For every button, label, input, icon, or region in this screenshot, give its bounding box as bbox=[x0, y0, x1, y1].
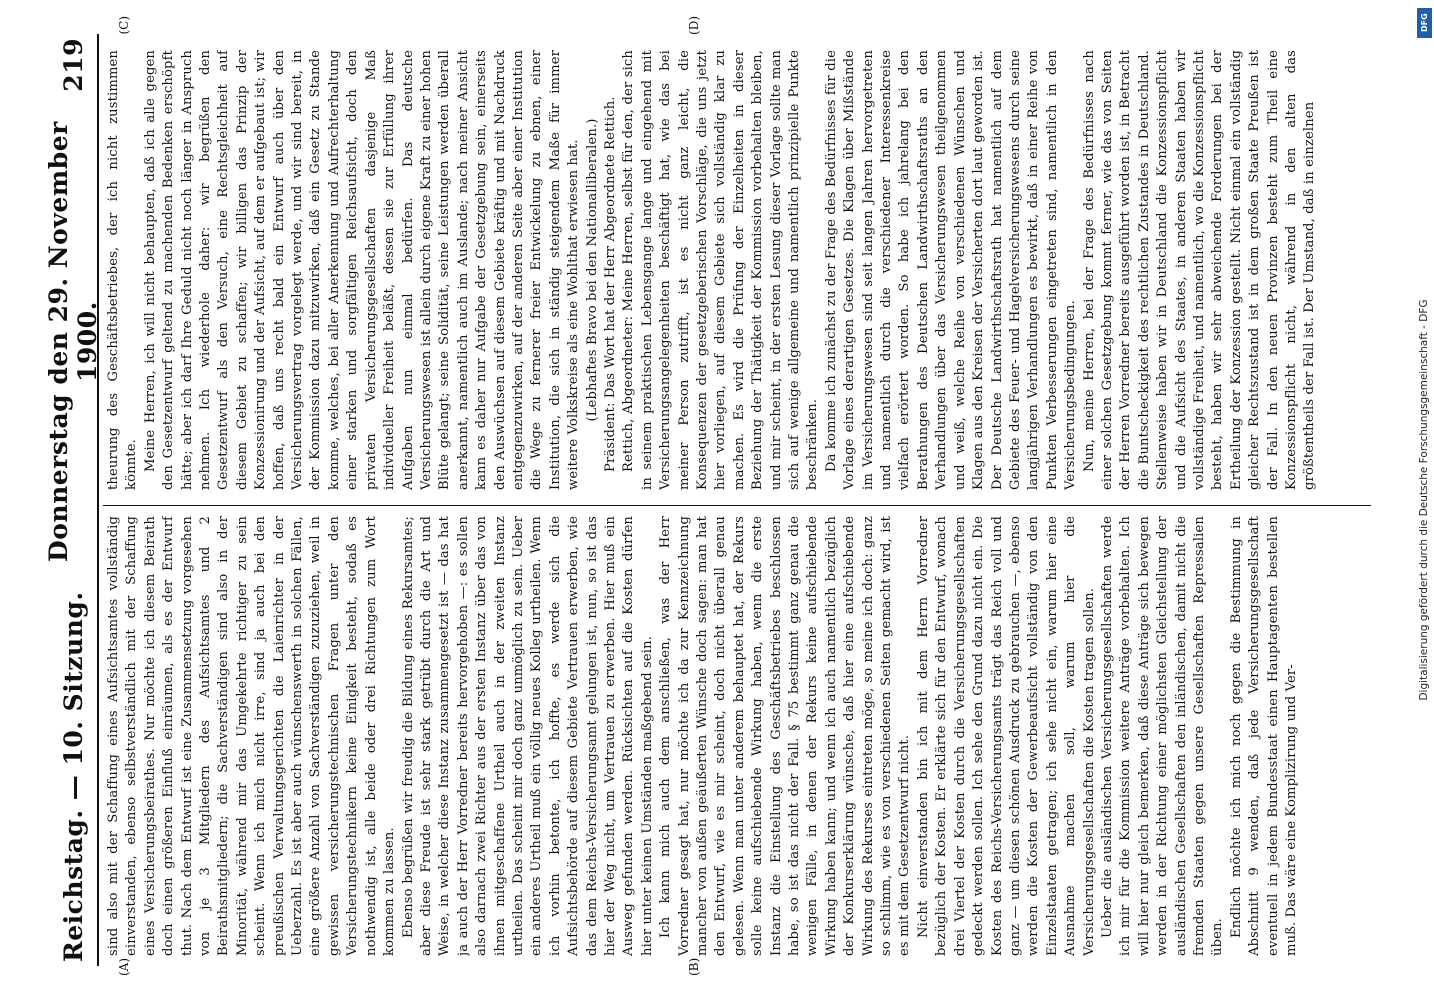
right-paragraph: theurung des Geschäftsbetriebes, der ich nicht zustimmen könnte. bbox=[106, 50, 140, 490]
header-left: Reichstag. — 10. Sitzung. bbox=[58, 591, 88, 962]
left-paragraph: Ueber die ausländischen Versicherungsgesellschaften werde ich mir für die Kommission weitere Anträge vorbehalten. Ich will hier nur gleich bemerken, daß diese Anträge sich bewegen werden in der Richtung einer möglichsten Gleichstellung der ausländischen Gesellschaften den inländischen, damit nicht die fremden Staaten gegen unsere Gesellschaften Repressalien üben. bbox=[1099, 516, 1226, 956]
left-paragraph: Endlich möchte ich mich noch gegen die Bestimmung in Abschnitt 9 wenden, daß jede Versicherungsgesellschaft eventuell in jedem Bundesstaat einen Hauptagenten bestellen muß. Das wäre eine Komplizirung und Ver- bbox=[1228, 516, 1299, 956]
column-divider bbox=[103, 505, 1371, 506]
right-column bbox=[105, 50, 1363, 490]
left-paragraph: Ebenso begrüßen wir freudig die Bildung eines Rekursamtes; aber diese Freude ist sehr stark getrübt durch die Art und Weise, in welcher diese Instanz zusammengesetzt ist — das hat ja auch der Herr Vorredner bereits hervorgehoben —: es sollen also darnach zwei Richter aus der ersten Instanz über das von ihnen mitgeschaffene Urtheil auch in der zweiten Instanz urtheilen. Das scheint mir doch ganz unmöglich zu sein. Ueber ein anderes Urtheil muß ein völlig neues Kolleg urtheilen. Wenn ich vorhin betonte, ich hoffte, es werde sich die Aufsichtsbehörde auf diesem Gebiete Vertrauen erwerben, wie das dem Reichs-Versicherungsamt gelungen ist, nun, so ist das hier der Weg nicht, um Vertrauen zu erwerben. Hier muß ein Ausweg gefunden werden. Rücksichten auf die Kosten dürfen hier unter keinen Umständen maßgebend sein. bbox=[400, 516, 655, 956]
page-number: 219 bbox=[58, 38, 88, 92]
right-paragraph: Präsident: Das Wort hat der Herr Abgeordnete Rettich. bbox=[602, 96, 618, 472]
right-paragraph: Da komme ich zunächst zu der Frage des Bedürfnisses für die Vorlage eines derartigen Gesetzes. Die Klagen über Mißstände im Versicherungswesen sind seit langen Jahren hervorgetreten und namentlich durch die verschiedener Interessenkreise vielfach erörtert worden. So habe ich jahrelang bei den Berathungen des Deutschen Landwirthschaftsraths an den Verhandlungen über das Versicherungswesen theilgenommen und weiß, welche Reihe von verschiedenen Wünschen und Klagen aus den Kreisen der Versicherten dort laut geworden ist. Der Deutsche Landwirthschaftsrath hat namentlich auf dem Gebiete des Feuer- und Hagelversicherungswesens durch seine langjährigen Verhandlungen es bewirkt, daß in einer Reihe von Punkten Verbesserungen eingetreten sind, namentlich in den Versicherungsbedingungen. bbox=[823, 50, 1079, 490]
left-paragraph: Ich kann mich auch dem anschließen, was der Herr Vorredner gesagt hat, nur möchte ich da zur Kennzeichnung mancher von außen geäußerten Wünsche doch sagen: man hat den Entwurf, wie es mir scheint, doch nicht überall genau gelesen. Wenn man unter anderem behauptet hat, der Rekurs solle keine aufschiebende Wirkung haben, wenn die erste Instanz die Einstellung des Geschäftsbetriebes beschlossen habe, so ist das nicht der Fall. § 75 bestimmt ganz genau die wenigen Fälle, in denen der Rekurs keine aufschiebende Wirkung haben kann; und wenn ich auch namentlich bezüglich der Konkurserklärung wünsche, daß hier eine aufschiebende Wirkung des Rekurses eintreten möge, so meine ich doch: ganz so schlimm, wie es von verschiedenen Seiten gemacht wird, ist es mit dem Gesetzentwurf nicht. bbox=[658, 516, 913, 956]
margin-marker-b: (B) bbox=[687, 957, 701, 976]
rotated-page bbox=[44, 16, 1387, 980]
page-header bbox=[44, 38, 102, 962]
right-paragraph: Rettich, Abgeordneter: Meine Herren, selbst für den, der sich in seinem praktischen Lebensgange lange und eingehend mit Versicherungsangelegenheiten beschäftigt hat, wie das bei meiner Person zutrifft, ist es nicht ganz leicht, die Konsequenzen der gesetzgeberischen Vorschläge, die uns jetzt hier vorliegen, auf diesem Gebiete sich vollständig klar zu machen. Es wird die Prüfung der Einzelheiten in dieser Beziehung der Thätigkeit der Kommission vorbehalten bleiben, und mir scheint, in der ersten Lesung dieser Vorlage sollte man sich auf wenige allgemeine und namentlich prinzipielle Punkte beschränken. bbox=[621, 50, 821, 490]
margin-marker-d: (D) bbox=[687, 16, 701, 35]
header-date: Donnerstag den 29. November 1900. bbox=[44, 121, 102, 562]
margin-marker-c: (C) bbox=[117, 16, 131, 35]
dfg-logo-icon: DFG bbox=[1417, 8, 1432, 38]
header-rule bbox=[97, 34, 99, 966]
left-paragraph: sind also mit der Schaffung eines Aufsichtsamtes vollständig einverstanden, ebenso selbstverständlich mit der Schaffung eines Versicherungsbeirathes. Nur möchte ich diesem Beirath doch einen größeren Einfluß einräumen, als es der Entwurf thut. Nach dem Entwurf ist eine Zusammensetzung vorgesehen von je 3 Mitgliedern des Aufsichtsamtes und 2 Beirathsmitgliedern; die Sachverständigen sind also in der Minorität, während mir das Umgekehrte richtiger zu sein scheint. Wenn ich mich nicht irre, sind ja auch bei den preußischen Verwaltungsgerichten die Laienrichter in der Ueberzahl. Es ist aber auch wünschenswerth in solchen Fällen, eine größere Anzahl von Sachverständigen zuzuziehen, weil in gewissen versicherungstechnischen Fragen unter den Versicherungstechnikern keine Einigkeit besteht, sodaß es nothwendig ist, alle beide oder drei Richtungen zum Wort kommen zu lassen. bbox=[106, 516, 398, 956]
right-paragraph: Nun, meine Herren, bei der Frage des Bedürfnisses nach einer solchen Gesetzgebung kommt ferner, wie das von Seiten der Herren Vorredner bereits ausgeführt worden ist, in Betracht die Buntscheckigkeit des rechtlichen Zustandes in Deutschland. Stellenweise haben wir in Deutschland die Konzessionspflicht und die Aufsicht des Staates, in anderen Staaten haben wir vollständige Freiheit, und namentlich, wo die Konzessionspflicht besteht, haben wir sehr abweichende Forderungen bei der Ertheilung der Konzession gestellt. Nicht einmal ein vollständig gleicher Rechtszustand ist in dem großen Staate Preußen ist der Fall. In den neuen Provinzen besteht zum Theil eine Konzessionspflicht nicht, während in den alten das größtentheils der Fall ist. Der Umstand, daß in einzelnen bbox=[1081, 50, 1318, 490]
margin-marker-a: (A) bbox=[117, 957, 131, 976]
applause-note: (Lebhaftes Bravo bei den Nationalliberalen.) bbox=[584, 118, 600, 422]
digitization-sidebar bbox=[1414, 0, 1434, 1000]
right-paragraph: Meine Herren, ich will nicht behaupten, daß ich alle gegen den Gesetzentwurf geltend zu machenden Bedenken erschöpft hätte; aber ich darf Ihre Geduld nicht noch länger in Anspruch nehmen. Ich wiederhole daher: wir begrüßen den Gesetzentwurf als den Versuch, eine Rechtsgleichheit auf diesem Gebiet zu schaffen; wir billigen das Prinzip der Konzessionirung und der Aufsicht, auf dem er aufgebaut ist; wir hoffen, daß uns recht bald ein Entwurf auch über den Versicherungsvertrag vorgelegt werde, und wir sind bereit, in der Kommission dazu mitzuwirken, daß ein Gesetz zu Stande komme, welches, bei aller Anerkennung und Aufrechterhaltung einer starken und sorgfältigen Reichsaufsicht, doch den privaten Versicherungsgesellschaften dasjenige Maß individueller Freiheit beläßt, dessen sie zur Erfüllung ihrer Aufgaben nun einmal bedürfen. Das deutsche Versicherungswesen ist allein durch eigene Kraft zu einer hohen Blüte gelangt; seine Solidität, seine Leistungen werden überall anerkannt, namentlich auch im Auslande; nach meiner Ansicht kann es daher nur Aufgabe der Gesetzgebung sein, einerseits den Auswüchsen auf diesem Gebiete kräftig und mit Nachdruck entgegenzuwirken, auf der anderen Seite aber einer Institution die Wege zu fernerer freier Entwickelung zu ebnen, einer Institution, die sich in ständig steigendem Maße für immer weitere Volkskreise als eine Wohlthat erwiesen hat. bbox=[142, 50, 582, 490]
left-column bbox=[105, 516, 1363, 956]
digitization-credit: Digitalisierung gefördert durch die Deutsche Forschungsgemeinschaft - DFG bbox=[1418, 299, 1430, 701]
left-paragraph: Nicht einverstanden bin ich mit dem Herrn Vorredner bezüglich der Kosten. Er erklärte sich für den Entwurf, wonach drei Viertel der Kosten durch die Versicherungsgesellschaften gedeckt werden sollen. Ich sehe den Grund dazu nicht ein. Die Kosten des Reichs-Versicherungsamts trägt das Reich voll und ganz — um diesen schönen Ausdruck zu gebrauchen —, ebenso werden die Kosten der Gewerbeaufsicht vollständig von den Einzelstaaten getragen; ich sehe nicht ein, warum hier eine Ausnahme machen soll, warum hier die Versicherungsgesellschaften die Kosten tragen sollen. bbox=[915, 516, 1097, 956]
